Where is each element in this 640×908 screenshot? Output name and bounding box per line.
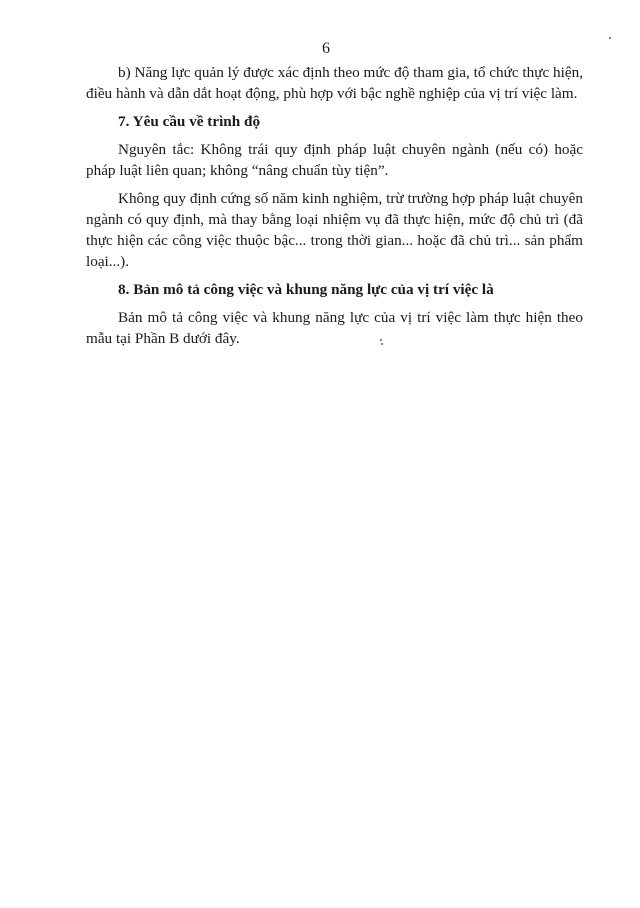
scan-speck bbox=[381, 343, 383, 345]
scan-speck bbox=[609, 37, 611, 39]
section-heading-7: 7. Yêu cầu về trình độ bbox=[118, 113, 261, 130]
document-body bbox=[86, 62, 583, 356]
paragraph-experience: Không quy định cứng số năm kinh nghiệm, trừ trường hợp pháp luật chuyên ngành có quy định, mà thay bằng loại nhiệm vụ đã thực hiện, mức độ chủ trì (đã thực hiện các công việc thuộc bậc... trong thời gian... hoặc đã chủ trì... sản phẩm loại...). bbox=[86, 190, 583, 270]
section-heading-8: 8. Bản mô tả công việc và khung năng lực của vị trí việc là bbox=[118, 281, 494, 298]
page-number: 6 bbox=[322, 40, 330, 57]
paragraph-management-capacity: b) Năng lực quản lý được xác định theo mức độ tham gia, tổ chức thực hiện, điều hành và dẫn dắt hoạt động, phù hợp với bậc nghề nghiệp của vị trí việc làm. bbox=[86, 64, 583, 102]
paragraph-job-description: Bản mô tả công việc và khung năng lực của vị trí việc làm thực hiện theo mẫu tại Phần B dưới đây. bbox=[86, 309, 583, 347]
scan-speck bbox=[380, 339, 382, 341]
paragraph-principle: Nguyên tắc: Không trái quy định pháp luật chuyên ngành (nếu có) hoặc pháp luật liên quan; không “nâng chuẩn tùy tiện”. bbox=[86, 141, 583, 179]
